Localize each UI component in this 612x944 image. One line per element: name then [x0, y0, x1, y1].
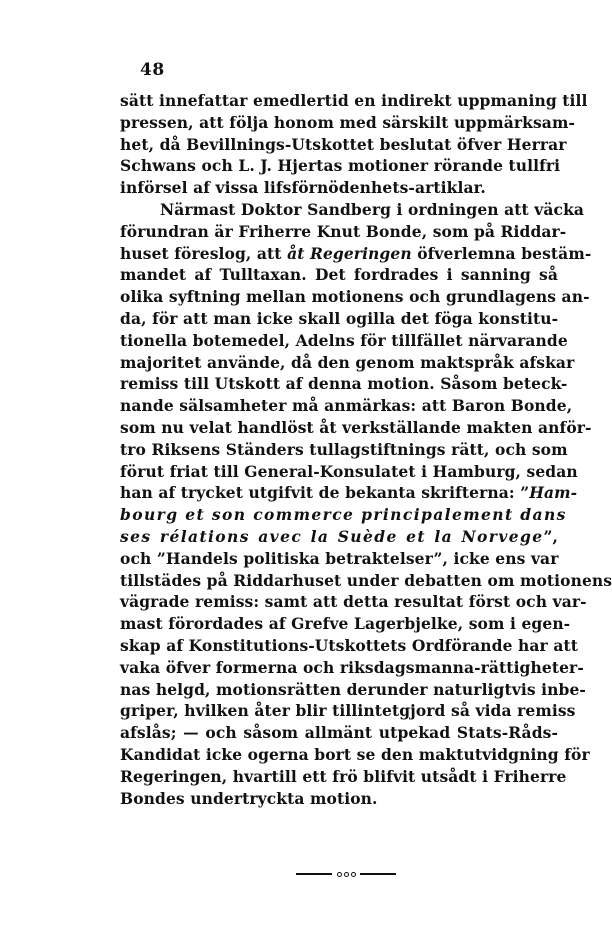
- text-line: Regeringen, hvartill ett frö blifvit utsådt i Friherre: [120, 766, 567, 786]
- body-text: [120, 90, 612, 809]
- text-line: och ”Handels politiska betraktelser”, icke ens var: [120, 548, 559, 568]
- text-line: het, då Bevillnings-Utskottet beslutat öfver Herrar: [120, 134, 567, 154]
- text-line: pressen, att följa honom med särskilt uppmärksam-: [120, 112, 575, 132]
- text-line: införsel af vissa lifsförnödenhets-artiklar.: [120, 178, 486, 198]
- text-line: griper, hvilken åter blir tillintetgjord så vida remiss: [120, 701, 576, 721]
- text-line: [120, 243, 592, 265]
- text-line: skap af Konstitutions-Utskottets Ordförande har att: [120, 635, 578, 655]
- page-number: 48: [140, 60, 165, 80]
- text-line: Kandidat icke ogerna bort se den maktutvidgning för: [120, 744, 590, 764]
- text-line: Bondes undertryckta motion.: [120, 788, 378, 808]
- text-line: Schwans och L. J. Hjertas motioner rörande tullfri: [120, 156, 561, 176]
- text-line: sätt innefattar emedlertid en indirekt uppmaning till: [120, 91, 588, 110]
- text-line: [120, 482, 578, 504]
- text-line: majoritet använde, då den genom maktspråk afskar: [120, 352, 575, 372]
- text-line: olika syftning mellan motionens och grundlagens an-: [120, 287, 590, 307]
- section-ornament: [296, 869, 396, 879]
- text-line: afslås; — och såsom allmänt utpekad Stats-Råds-: [120, 723, 558, 743]
- italic-phrase: ses rélations avec la Suède et la Norvege: [120, 526, 544, 546]
- text-line: nas helgd, motionsrätten derunder naturligtvis inbe-: [120, 679, 586, 699]
- text-segment: huset föreslog, att: [120, 243, 288, 263]
- text-line: som nu velat handlöst åt verkställande makten anför-: [120, 417, 592, 437]
- ornament-ring: [344, 872, 349, 877]
- text-line: vägrade remiss: samt att detta resultat först och var-: [120, 592, 587, 612]
- text-line: nande sälsamheter må anmärkas: att Baron Bonde,: [120, 396, 573, 416]
- text-line: mandet af Tulltaxan. Det fordrades i sanning så: [120, 265, 558, 285]
- ornament-rule-left: [296, 873, 332, 875]
- text-line: [120, 526, 558, 548]
- text-line: da, för att man icke skall ogilla det föga konstitu-: [120, 308, 559, 328]
- text-line: vaka öfver formerna och riksdagsmanna-rättigheter-: [120, 657, 584, 677]
- text-line: tro Riksens Ständers tullagstiftnings rätt, och som: [120, 439, 568, 459]
- ornament-rings: [332, 869, 360, 879]
- italic-phrase: åt Regeringen: [287, 243, 412, 263]
- ornament-rule-right: [360, 873, 396, 875]
- text-line: Närmast Doktor Sandberg i ordningen att väcka: [160, 199, 585, 219]
- italic-phrase: Ham-: [529, 483, 578, 503]
- text-segment: han af trycket utgifvit de bekanta skrifterna: ”: [120, 483, 530, 503]
- text-segment: öfverlemna bestäm-: [411, 243, 592, 263]
- text-line: tionella botemedel, Adelns för tillfället närvarande: [120, 330, 568, 350]
- text-line: tillstädes på Riddarhuset under debatten om motionens: [120, 570, 612, 590]
- italic-phrase: bourg et son commerce principalement dans: [120, 505, 567, 525]
- ornament-ring: [337, 872, 342, 877]
- text-segment: ”,: [543, 526, 558, 546]
- text-line: remiss till Utskott af denna motion. Såsom beteck-: [120, 374, 568, 394]
- ornament-ring: [351, 872, 356, 877]
- text-line: förut friat till General-Konsulatet i Hamburg, sedan: [120, 461, 578, 481]
- text-line: [120, 504, 567, 526]
- text-line: förundran är Friherre Knut Bonde, som på Riddar-: [120, 221, 567, 241]
- text-line: mast förordades af Grefve Lagerbjelke, som i egen-: [120, 614, 571, 634]
